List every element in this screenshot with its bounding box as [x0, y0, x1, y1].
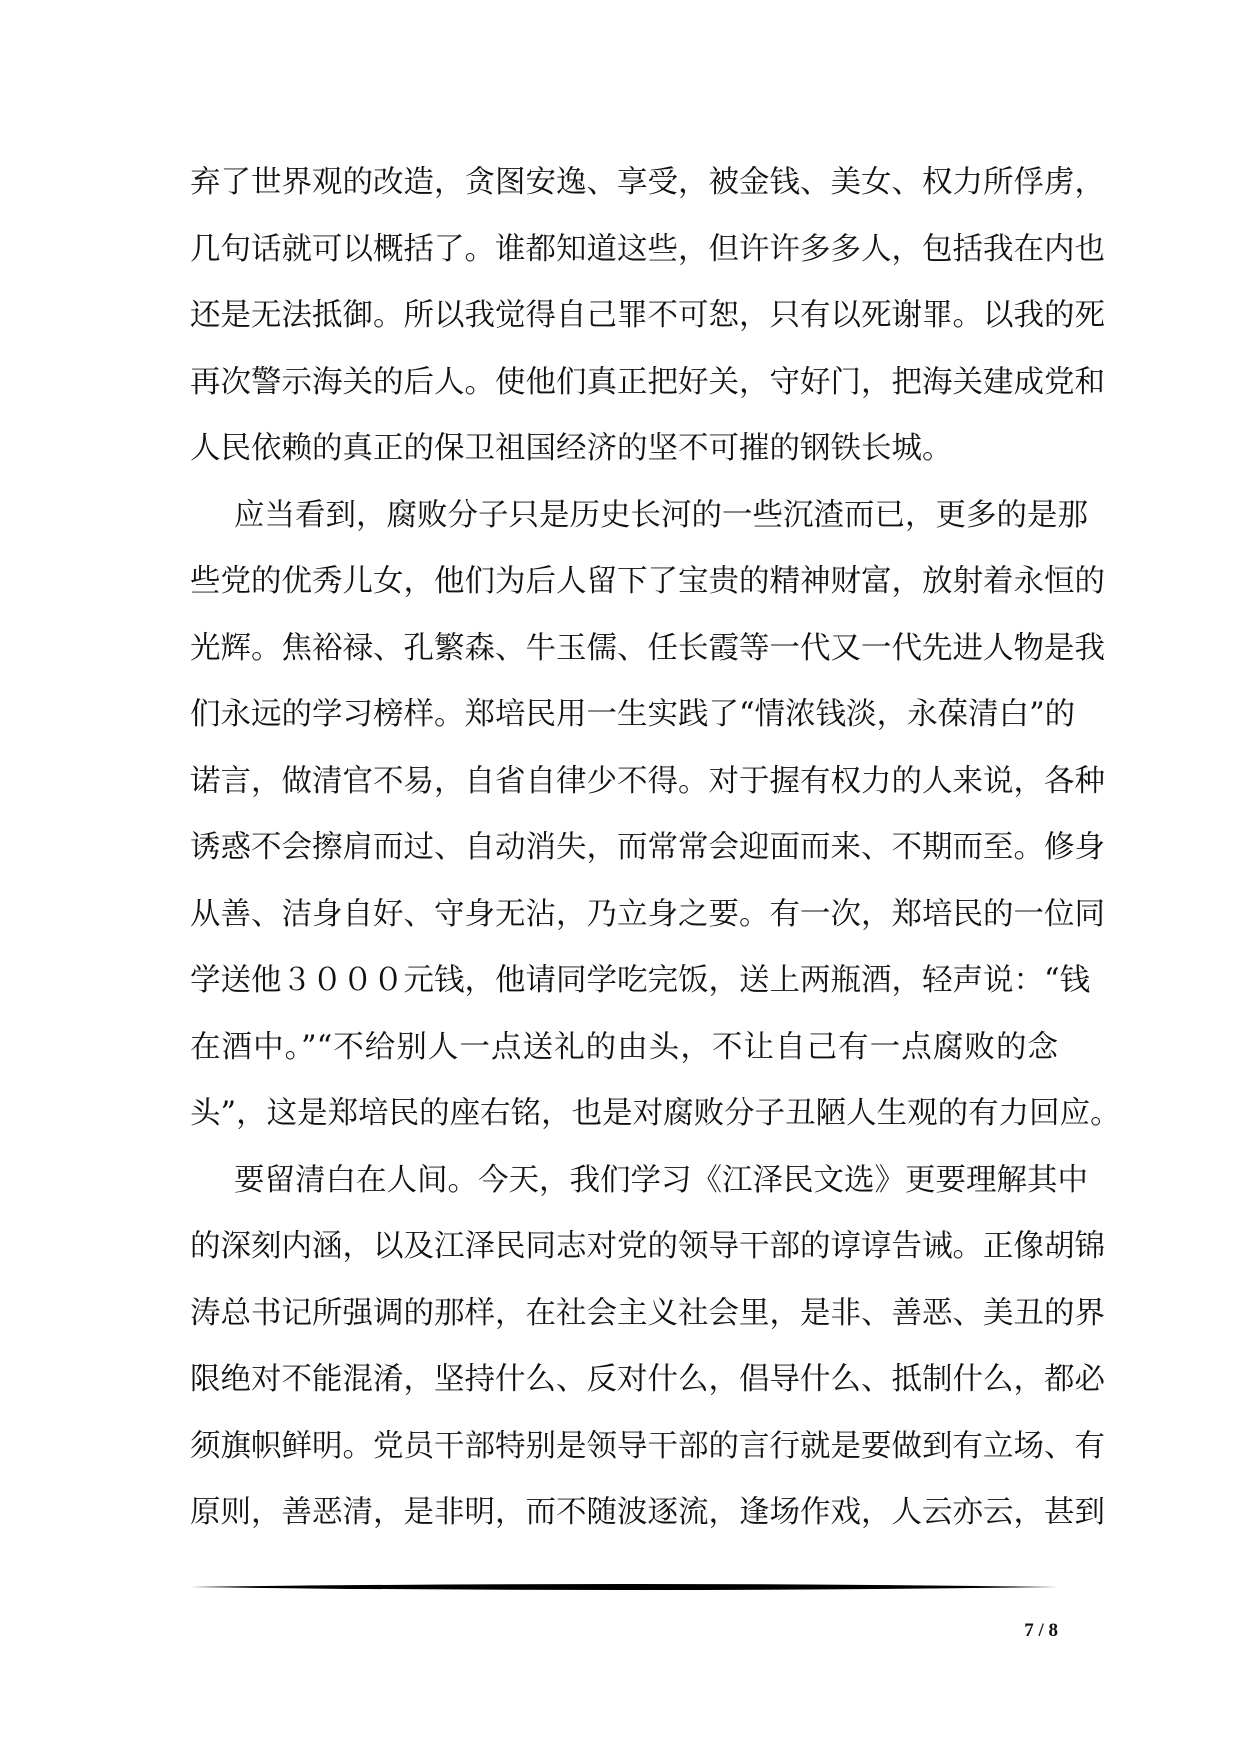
text-line: 从善、洁身自好、守身无沾，乃立身之要。有一次，郑培民的一位同	[190, 896, 1105, 932]
text-line: 涛总书记所强调的那样，在社会主义社会里，是非、善恶、美丑的界	[190, 1295, 1105, 1331]
footer-divider	[190, 1582, 1058, 1592]
body-text	[190, 150, 1121, 1547]
page-number: 7 / 8	[1024, 1620, 1058, 1641]
text-line: 几句话就可以概括了。谁都知道这些，但许许多多人，包括我在内也	[190, 231, 1105, 267]
text-line: 学送他３０００元钱，他请同学吃完饭，送上两瓶酒，轻声说：“钱	[190, 963, 1091, 998]
text-line: 光辉。焦裕禄、孔繁森、牛玉儒、任长霞等一代又一代先进人物是我	[190, 630, 1105, 666]
text-line: 限绝对不能混淆，坚持什么、反对什么，倡导什么、抵制什么，都必	[190, 1362, 1105, 1397]
text-line: 再次警示海关的后人。使他们真正把好关，守好门，把海关建成党和	[190, 364, 1105, 400]
text-line: 原则，善恶清，是非明，而不随波逐流，逢场作戏，人云亦云，甚到	[190, 1495, 1105, 1530]
text-line: 诺言，做清官不易，自省自律少不得。对于握有权力的人来说，各种	[190, 763, 1105, 799]
text-line: 人民依赖的真正的保卫祖国经济的坚不可摧的钢铁长城。	[190, 431, 953, 466]
text-line: 头”，这是郑培民的座右铭，也是对腐败分子丑陋人生观的有力回应。	[190, 1096, 1121, 1131]
text-line: 些党的优秀儿女，他们为后人留下了宝贵的精神财富，放射着永恒的	[190, 564, 1105, 599]
text-line: 须旗帜鲜明。党员干部特别是领导干部的言行就是要做到有立场、有	[190, 1428, 1105, 1464]
text-line: 的深刻内涵，以及江泽民同志对党的领导干部的谆谆告诫。正像胡锦	[190, 1229, 1105, 1264]
text-line: 诱惑不会擦肩而过、自动消失，而常常会迎面而来、不期而至。修身	[190, 830, 1105, 865]
text-line: 还是无法抵御。所以我觉得自己罪不可恕，只有以死谢罪。以我的死	[190, 298, 1105, 333]
text-line: 在酒中。”“不给别人一点送礼的由头，不让自己有一点腐败的念	[190, 1029, 1058, 1065]
text-line: 要留清白在人间。今天，我们学习《江泽民文选》更要理解其中	[234, 1162, 1088, 1198]
text-line: 弃了世界观的改造，贪图安逸、享受，被金钱、美女、权力所俘虏，	[190, 165, 1105, 200]
text-line: 们永远的学习榜样。郑培民用一生实践了“情浓钱淡，永葆清白”的	[190, 697, 1076, 732]
text-line: 应当看到，腐败分子只是历史长河的一些沉渣而已，更多的是那	[234, 497, 1088, 533]
